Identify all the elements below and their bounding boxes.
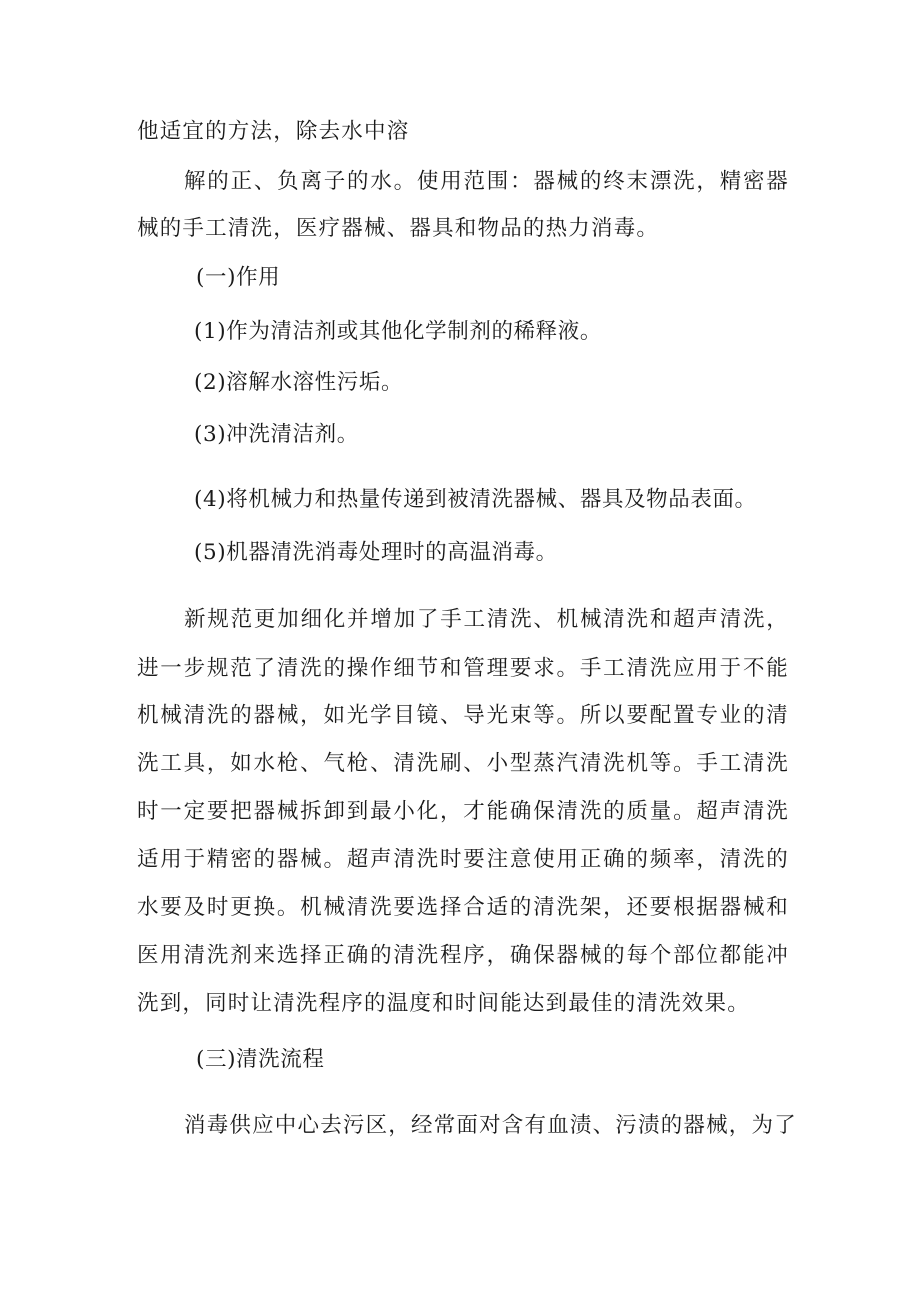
paragraph-line: 医用清洗剂来选择正确的清洗程序，确保器械的每个部位都能冲 <box>137 943 789 968</box>
paragraph-line: 新规范更加细化并增加了手工清洗、机械清洗和超声清洗， <box>184 607 789 632</box>
paragraph-line: 械的手工清洗，医疗器械、器具和物品的热力消毒。 <box>137 216 660 241</box>
paragraph-line: 进一步规范了清洗的操作细节和管理要求。手工清洗应用于不能 <box>137 656 789 681</box>
paragraph-line: 洗工具，如水枪、气枪、清洗刷、小型蒸汽清洗机等。手工清洗 <box>137 751 789 776</box>
paragraph-line: 洗到，同时让清洗程序的温度和时间能达到最佳的清洗效果。 <box>137 991 750 1016</box>
section-heading-process: (三)清洗流程 <box>196 1047 325 1072</box>
paragraph-line: 适用于精密的器械。超声清洗时要注意使用正确的频率，清洗的 <box>137 847 789 872</box>
list-item: (4)将机械力和热量传递到被清洗器械、器具及物品表面。 <box>194 487 757 512</box>
list-item: (2)溶解水溶性污垢。 <box>194 370 404 395</box>
paragraph-line: 水要及时更换。机械清洗要选择合适的清洗架，还要根据器械和 <box>137 895 789 920</box>
paragraph-line: 机械清洗的器械，如光学目镜、导光束等。所以要配置专业的清 <box>137 703 789 728</box>
paragraph-line: 消毒供应中心去污区，经常面对含有血渍、污渍的器械，为了 <box>184 1113 797 1138</box>
list-item: (3)冲洗清洁剂。 <box>194 422 359 447</box>
list-item: (1)作为清洁剂或其他化学制剂的稀释液。 <box>194 319 602 344</box>
paragraph-line: 时一定要把器械拆卸到最小化，才能确保清洗的质量。超声清洗 <box>137 799 789 824</box>
paragraph-line: 他适宜的方法，除去水中溶 <box>137 119 410 144</box>
section-heading-function: (一)作用 <box>196 265 281 290</box>
paragraph-line: 解的正、负离子的水。使用范围：器械的终末漂洗，精密器 <box>184 169 789 194</box>
list-item: (5)机器清洗消毒处理时的高温消毒。 <box>194 540 558 565</box>
